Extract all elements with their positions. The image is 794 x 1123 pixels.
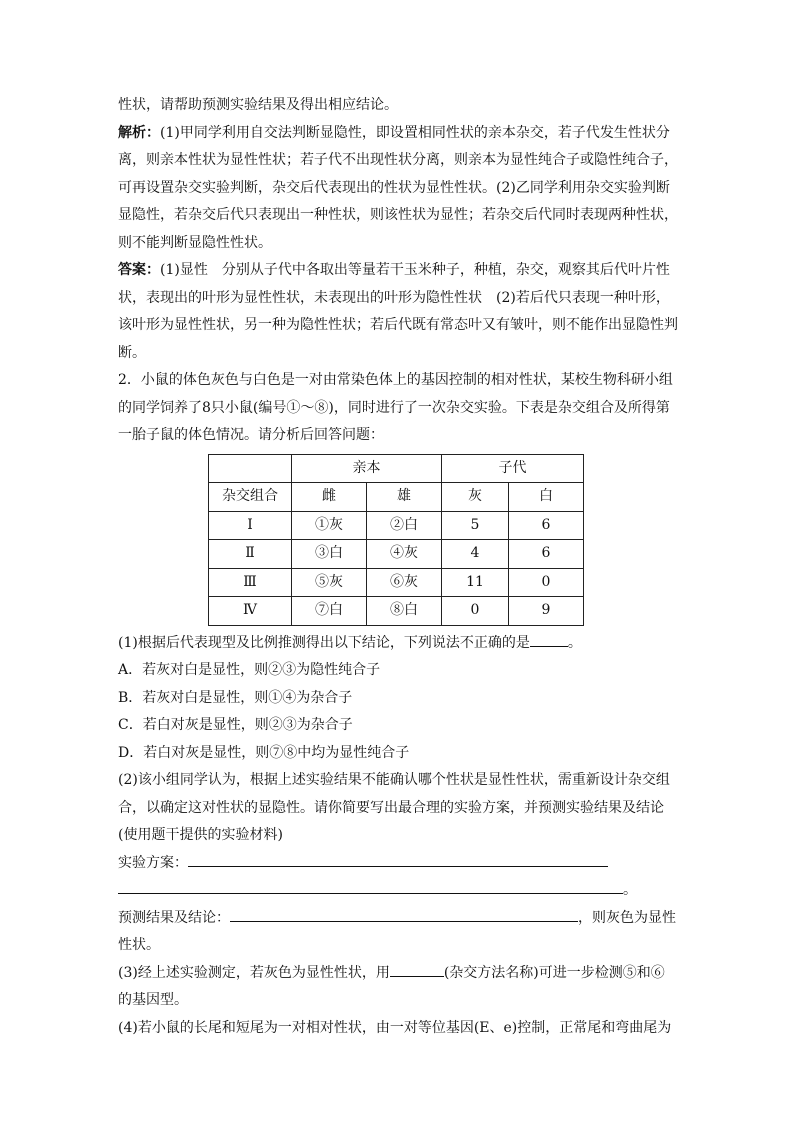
plan-line-2 (118, 877, 678, 905)
predict-end: ，则灰色为显性性状。 (118, 909, 676, 953)
analysis-paragraph (118, 120, 678, 258)
option-a: A．若灰对白是显性，则②③为隐性纯合子 (118, 662, 381, 678)
row-id: Ⅳ (209, 597, 292, 626)
answer-paragraph (118, 257, 678, 367)
header-offspring: 子代 (442, 454, 584, 483)
q3-after: (杂交方法名称)可进一步检测⑤和⑥的基因型。 (118, 964, 665, 1008)
predict-label: 预测结果及结论： (118, 909, 230, 926)
table-subheader-row (209, 483, 584, 512)
row-female: ③白 (292, 540, 367, 569)
q1-stem (118, 630, 678, 658)
predict-blank (230, 905, 578, 922)
answer-label: 答案： (118, 262, 160, 278)
answer-text: (1)显性 分别从子代中各取出等量若干玉米种子，种植，杂交，观察其后代叶片性状，表现出的叶形为显性性状，未表现出的叶形为隐性性状 (2)若后代只表现一种叶形，该叶形为显性性状，另一种为隐性性状；若后代既有常态叶又有皱叶，则不能作出显隐性判断。 (118, 262, 678, 361)
q3-blank (390, 960, 444, 977)
question-2-stem: 2．小鼠的体色灰色与白色是一对由常染色体上的基因控制的相对性状，某校生物科研小组的同学饲养了8只小鼠(编号①～⑧)，同时进行了一次杂交实验。下表是杂交组合及所得第一胎子鼠的体色情况。请分析后回答问题： (118, 372, 673, 443)
table-corner-cell (209, 454, 292, 483)
q3-before: (3)经上述实验测定，若灰色为显性性状，用 (118, 964, 390, 981)
q4-line: (4)若小鼠的长尾和短尾为一对相对性状，由一对等位基因(E、e)控制，正常尾和弯曲尾为 (118, 1019, 672, 1036)
col-male: 雄 (367, 483, 442, 512)
table-header-row (209, 454, 584, 483)
row-white: 9 (509, 597, 584, 626)
plan-line (118, 850, 678, 878)
q1-stem-end: 。 (567, 634, 582, 651)
row-gray: 0 (442, 597, 509, 626)
row-gray: 5 (442, 511, 509, 540)
analysis-text: (1)甲同学利用自交法判断显隐性，即设置相同性状的亲本杂交，若子代发生性状分离，则亲本性状为显性性状；若子代不出现性状分离，则亲本为显性纯合子或隐性纯合子，可再设置杂交实验判断，杂交后代表现出的性状为显性性状。(2)乙同学利用杂交实验判断显隐性，若杂交后代只表现出一种性状，则该性状为显性；若杂交后代同时表现两种性状，则不能判断显隐性性状。 (118, 124, 678, 251)
analysis-label: 解析： (118, 124, 160, 141)
table-row (209, 597, 584, 626)
option-b: B．若灰对白是显性，则①④为杂合子 (118, 689, 353, 706)
plan-blank-2 (118, 877, 623, 894)
col-female: 雌 (292, 483, 367, 512)
answer-blank (530, 630, 568, 647)
intro-line: 性状，请帮助预测实验结果及得出相应结论。 (118, 97, 398, 113)
col-gray: 灰 (442, 483, 509, 512)
table-row (209, 540, 584, 569)
row-male: ⑧白 (367, 597, 442, 626)
table-row (209, 511, 584, 540)
row-gray: 11 (442, 568, 509, 597)
row-gray: 4 (442, 540, 509, 569)
row-white: 6 (509, 511, 584, 540)
col-cross: 杂交组合 (209, 483, 292, 512)
header-parents: 亲本 (292, 454, 442, 483)
row-male: ②白 (367, 511, 442, 540)
option-d: D．若白对灰是显性，则⑦⑧中均为显性纯合子 (118, 744, 410, 761)
row-white: 6 (509, 540, 584, 569)
row-female: ⑤灰 (292, 568, 367, 597)
row-male: ④灰 (367, 540, 442, 569)
row-id: Ⅰ (209, 511, 292, 540)
table-row (209, 568, 584, 597)
cross-table (208, 454, 584, 626)
plan-blank (188, 850, 608, 867)
plan-label: 实验方案： (118, 854, 188, 871)
plan-end: 。 (623, 882, 637, 898)
row-female: ①灰 (292, 511, 367, 540)
col-white: 白 (509, 483, 584, 512)
document-page (118, 92, 678, 1042)
row-id: Ⅲ (209, 568, 292, 597)
q3-line (118, 960, 678, 1015)
row-id: Ⅱ (209, 540, 292, 569)
row-male: ⑥灰 (367, 568, 442, 597)
row-female: ⑦白 (292, 597, 367, 626)
predict-line (118, 905, 678, 960)
q1-stem-text: (1)根据后代表现型及比例推测得出以下结论，下列说法不正确的是 (118, 634, 530, 651)
q2-stem: (2)该小组同学认为，根据上述实验结果不能确认哪个性状是显性性状，需重新设计杂交组合，以确定这对性状的显隐性。请你简要写出最合理的实验方案，并预测实验结果及结论(使用题干提供的实验材料) (118, 772, 670, 843)
option-c: C．若白对灰是显性，则②③为杂合子 (118, 717, 353, 733)
row-white: 0 (509, 568, 584, 597)
